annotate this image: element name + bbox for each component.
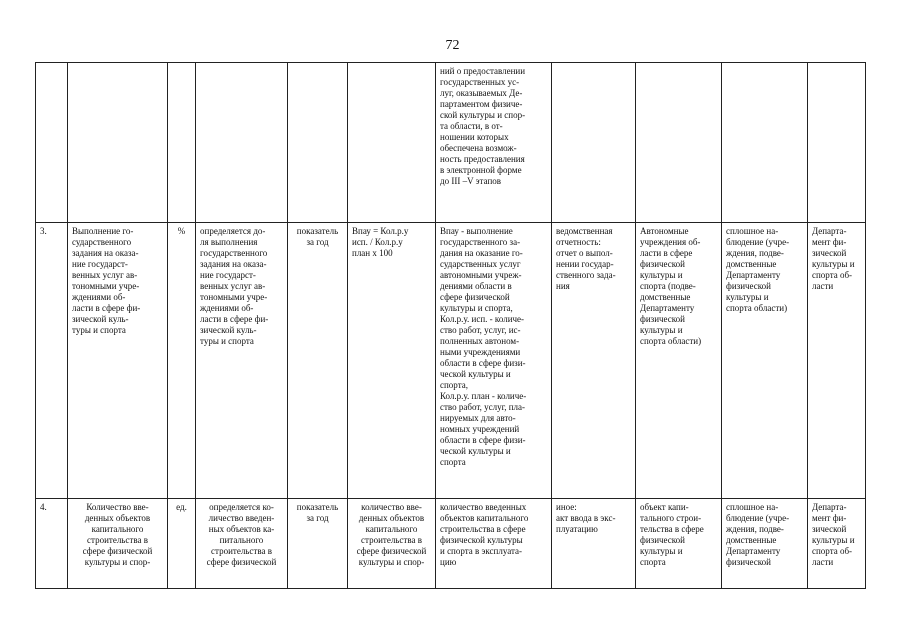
- table-cell: [348, 63, 436, 223]
- table-cell: [168, 63, 196, 223]
- observation-unit: объект капи- тального строи- тельства в сфере физической культуры и спорта: [636, 499, 722, 589]
- collection-method: сплошное на- блюдение (учре- ждения, подве- домственные Департаменту физической: [722, 499, 808, 589]
- table-cell: ний о предоставлении государственных ус- луг, оказываемых Де- партаментом физиче- ской культуры и спор- та области, в от- ношении которых обеспечена возмож- ность предоставления в электронной форме до III –V этапов: [436, 63, 552, 223]
- data-source: иное: акт ввода в экс- плуатацию: [552, 499, 636, 589]
- table-row: [36, 63, 866, 223]
- collection-method: сплошное на- блюдение (учре- ждения, подве- домственные Департаменту физической культуры и спорта области): [722, 223, 808, 499]
- table-cell: [808, 63, 866, 223]
- formula: Впау = Кол.р.у исп. / Кол.р.у план х 100: [348, 223, 436, 499]
- formula-legend: Впау - выполнение государственного за- дания на оказание го- сударственных услуг автономными учреж- дениями области в сфере физической культуры и спорта, Кол.р.у. исп. - количе- ство работ, услуг, ис- полненных автоном- ными учреждениями области в сфере физи- ческой культуры и спорта, Кол.р.у. план - количе- ство работ, услуг, пла- нируемых для авто- номных учреждений области в сфере физи- ческой культуры и спорта: [436, 223, 552, 499]
- periodicity: показатель за год: [288, 223, 348, 499]
- table-cell: [196, 63, 288, 223]
- table-cell: [636, 63, 722, 223]
- data-source: ведомственная отчетность: отчет о выпол- нении государ- ственного зада- ния: [552, 223, 636, 499]
- table-cell: [722, 63, 808, 223]
- responsible: Департа- мент фи- зической культуры и спорта об- ласти: [808, 499, 866, 589]
- definition: определяется до- ля выполнения государственного задания на оказа- ние государст- венных услуг ав- тономными учре- ждениями об- ласти в сфере фи- зической куль- туры и спорта: [196, 223, 288, 499]
- indicator-name: Количество вве- денных объектов капитального строительства в сфере физической культуры и спор-: [68, 499, 168, 589]
- table-cell: [288, 63, 348, 223]
- indicator-name: Выполнение го- сударственного задания на оказа- ние государст- венных услуг ав- тономными учре- ждениями об- ласти в сфере фи- зической куль- туры и спорта: [68, 223, 168, 499]
- formula: количество вве- денных объектов капитального строительства в сфере физической культуры и спор-: [348, 499, 436, 589]
- responsible: Департа- мент фи- зической культуры и спорта об- ласти: [808, 223, 866, 499]
- observation-unit: Автономные учреждения об- ласти в сфере физической культуры и спорта (подве- домственные Департаменту физической культуры и спорта области): [636, 223, 722, 499]
- row-number: 4.: [36, 499, 68, 589]
- row-number: 3.: [36, 223, 68, 499]
- page-number: 72: [445, 38, 460, 53]
- table-cell: [36, 63, 68, 223]
- table-row: [36, 499, 866, 589]
- table-cell: [552, 63, 636, 223]
- table-row: [36, 223, 866, 499]
- unit: ед.: [168, 499, 196, 589]
- periodicity: показатель за год: [288, 499, 348, 589]
- indicator-table: [35, 62, 866, 589]
- unit: %: [168, 223, 196, 499]
- formula-legend: количество введенных объектов капитального строительства в сфере физической культуры и спорта в эксплуата- цию: [436, 499, 552, 589]
- definition: определяется ко- личество введен- ных объектов ка- питального строительства в сфере физической: [196, 499, 288, 589]
- table-cell: [68, 63, 168, 223]
